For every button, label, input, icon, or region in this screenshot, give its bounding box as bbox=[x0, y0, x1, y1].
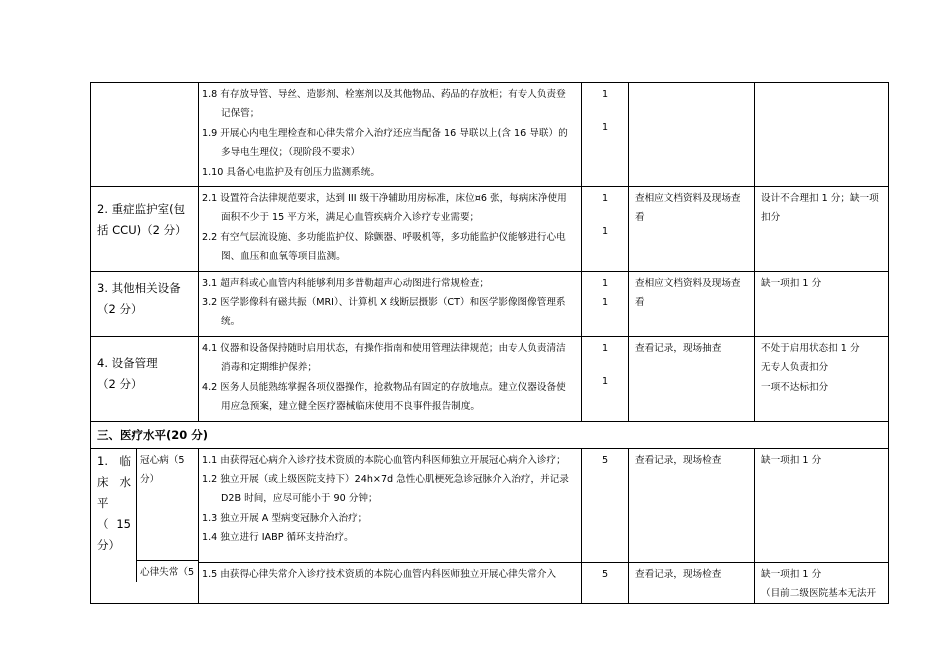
score-cell: 5 bbox=[582, 448, 629, 562]
evaluation-table bbox=[90, 82, 889, 604]
category-title: 3. 其他相关设备（2 分） bbox=[91, 271, 199, 336]
requirement-cell bbox=[199, 448, 582, 562]
requirement-cell bbox=[199, 83, 582, 187]
criteria-item: 缺一项扣 1 分 bbox=[761, 568, 822, 580]
category-cell bbox=[91, 448, 199, 604]
score-value: 1 bbox=[601, 226, 609, 238]
requirement-item: 3.2 医学影像科有磁共振（MRI）、计算机 X 线断层摄影（CT）和医学影像图像管理系统。 bbox=[202, 297, 566, 328]
category-title: 2. 重症监护室(包括 CCU)（2 分） bbox=[91, 187, 199, 272]
requirement-cell bbox=[199, 187, 582, 272]
table-row bbox=[91, 336, 889, 421]
table-row bbox=[91, 562, 889, 604]
requirement-item: 1.3 独立开展 A 型病变冠脉介入治疗； bbox=[202, 512, 368, 524]
requirement-item: 1.9 开展心内电生理检查和心律失常介入治疗还应当配备 16 导联以上(含 16 导联）的多导电生理仪；（现阶段不要求） bbox=[202, 127, 568, 159]
requirement-item: 3.1 超声科或心血管内科能够利用多普勒超声心动图进行常规检查； bbox=[202, 277, 489, 289]
requirement-item: 1.5 由获得心律失常介入诊疗技术资质的本院心血管内科医师独立开展心律失常介入 bbox=[202, 568, 557, 580]
requirement-item: 1.2 独立开展（或上级医院支持下）24h×7d 急性心肌梗死急诊冠脉介入治疗，并记录 D2B 时间，应尽可能小于 90 分钟； bbox=[202, 473, 569, 505]
requirement-item: 1.10 具备心电监护及有创压力监测系统。 bbox=[202, 166, 380, 178]
method-cell: 查相应文档资料及现场查看 bbox=[629, 271, 755, 336]
requirement-item: 1.4 独立进行 IABP 循环支持治疗。 bbox=[202, 532, 354, 544]
method-cell bbox=[629, 83, 755, 187]
method-cell: 查看记录，现场检查 bbox=[629, 448, 755, 562]
category-points: （2 分） bbox=[97, 376, 143, 391]
score-cell bbox=[582, 271, 629, 336]
category-cell bbox=[91, 336, 199, 421]
subcategory-title: 冠心病（5 分） bbox=[140, 454, 185, 485]
requirement-item: 1.8 有存放导管、导丝、造影剂、栓塞剂以及其他物品、药品的存放柜；有专人负责登记保管； bbox=[202, 89, 566, 120]
table-row bbox=[91, 271, 889, 336]
criteria-item: 无专人负责扣分 bbox=[761, 362, 829, 374]
section-heading: 三、医疗水平(20 分) bbox=[91, 421, 889, 448]
criteria-item: 不处于启用状态扣 1 分 bbox=[761, 342, 860, 354]
requirement-item: 1.1 由获得冠心病介入诊疗技术资质的本院心血管内科医师独立开展冠心病介入诊疗； bbox=[202, 454, 566, 466]
requirement-item: 2.2 有空气层流设施、多功能监护仪、除颤器、呼吸机等，多功能监护仪能够进行心电图、血压和血氧等项目监测。 bbox=[202, 231, 566, 263]
score-cell: 5 bbox=[582, 562, 629, 604]
table-row bbox=[91, 448, 889, 562]
score-value: 1 bbox=[601, 122, 609, 134]
score-value: 1 bbox=[601, 297, 609, 309]
table-row bbox=[91, 187, 889, 272]
method-cell: 查看记录，现场检查 bbox=[629, 562, 755, 604]
score-value: 1 bbox=[601, 277, 609, 289]
table-row bbox=[91, 83, 889, 187]
requirement-cell bbox=[199, 562, 582, 604]
criteria-cell bbox=[755, 336, 889, 421]
score-value: 1 bbox=[601, 376, 609, 388]
criteria-item: （目前二级医院基本无法开 bbox=[761, 587, 877, 599]
requirement-item: 2.1 设置符合法律规范要求，达到 III 级干净辅助用房标准，床位¤6 张，每病床净使用面积不少于 15 平方米，满足心血管疾病介入诊疗专业需要； bbox=[202, 193, 567, 224]
criteria-cell: 设计不合理扣 1 分；缺一项扣分 bbox=[755, 187, 889, 272]
requirement-cell bbox=[199, 271, 582, 336]
criteria-cell: 缺一项扣 1 分 bbox=[755, 271, 889, 336]
score-cell bbox=[582, 83, 629, 187]
method-cell: 查看记录，现场抽查 bbox=[629, 336, 755, 421]
requirement-item: 4.2 医务人员能熟练掌握各项仪器操作，抢救物品有固定的存放地点。建立仪器设备使用应急预案，建立健全医疗器械临床使用不良事件报告制度。 bbox=[202, 381, 566, 413]
score-cell bbox=[582, 187, 629, 272]
requirement-cell bbox=[199, 336, 582, 421]
requirement-item: 4.1 仪器和设备保持随时启用状态，有操作指南和使用管理法律规范；由专人负责清洁消毒和定期维护保养； bbox=[202, 342, 566, 374]
subcategory-title: 心律失常（5 bbox=[137, 560, 198, 582]
criteria-cell bbox=[755, 562, 889, 604]
score-value: 1 bbox=[601, 193, 609, 205]
criteria-cell: 缺一项扣 1 分 bbox=[755, 448, 889, 562]
category-cell bbox=[91, 83, 199, 187]
criteria-cell bbox=[755, 83, 889, 187]
criteria-item: 一项不达标扣分 bbox=[761, 381, 829, 393]
method-cell: 查相应文档资料及现场查看 bbox=[629, 187, 755, 272]
table-row bbox=[91, 421, 889, 448]
score-cell bbox=[582, 336, 629, 421]
category-title: 1. 临床水平（15 分） bbox=[91, 449, 137, 582]
score-value: 1 bbox=[601, 342, 609, 354]
category-title: 4. 设备管理 bbox=[97, 355, 158, 370]
score-value: 1 bbox=[601, 89, 609, 100]
